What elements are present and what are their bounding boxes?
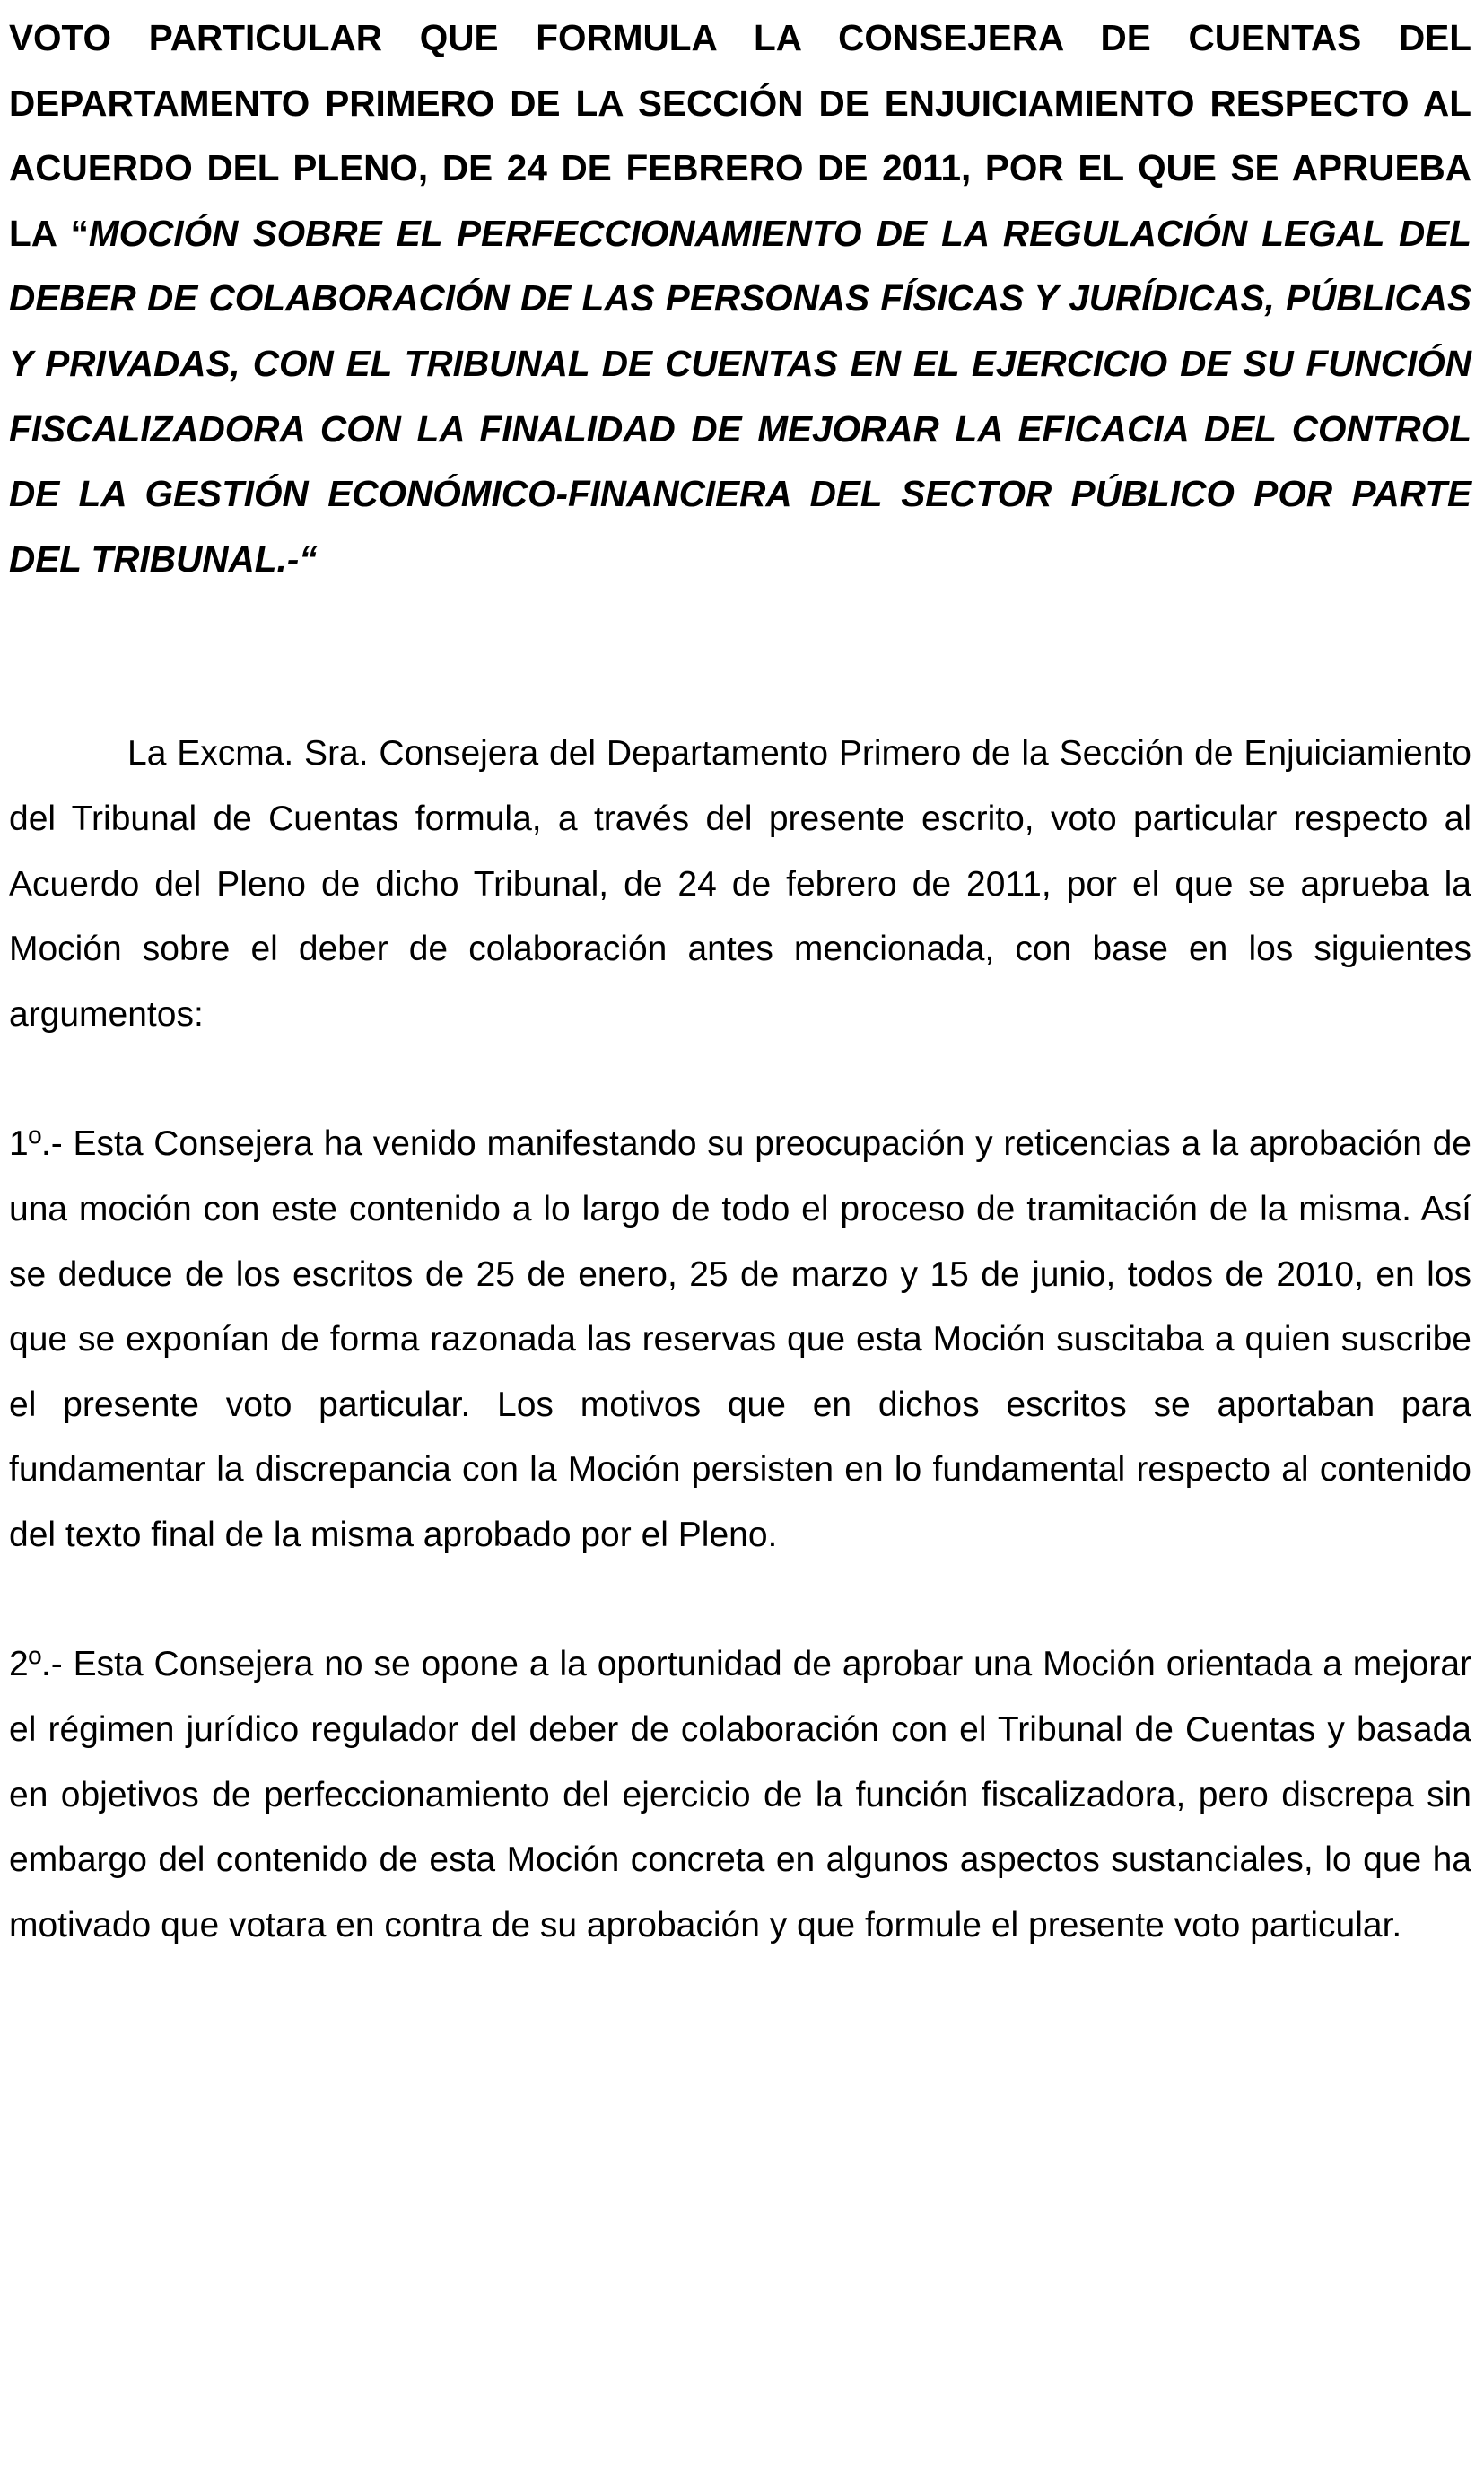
document-page bbox=[9, 0, 1471, 1958]
paragraph-intro: La Excma. Sra. Consejera del Departamento Primero de la Sección de Enjuiciamiento del Tribunal de Cuentas formula, a través del presente escrito, voto particular respecto al Acuerdo del Pleno de dicho Tribunal, de 24 de febrero de 2011, por el que se aprueba la Moción sobre el deber de colaboración antes mencionada, con base en los siguientes argumentos: bbox=[9, 734, 1471, 1034]
title-upright-text: VOTO PARTICULAR QUE FORMULA LA CONSEJERA DE CUENTAS DEL DEPARTAMENTO PRIMERO DE LA SECCIÓN DE ENJUICIAMIENTO RESPECTO AL ACUERDO DEL PLENO, DE 24 DE FEBRERO DE 2011, POR EL QUE SE APRUEBA LA “ bbox=[9, 17, 1471, 254]
title-italic-text: MOCIÓN SOBRE EL PERFECCIONAMIENTO DE LA REGULACIÓN LEGAL DEL DEBER DE COLABORACIÓN DE LAS PERSONAS FÍSICAS Y JURÍDICAS, PÚBLICAS Y PRIVADAS, CON EL TRIBUNAL DE CUENTAS EN EL EJERCICIO DE SU FUNCIÓN FISCALIZADORA CON LA FINALIDAD DE MEJORAR LA EFICACIA DEL CONTROL DE LA GESTIÓN ECONÓMICO-FINANCIERA DEL SECTOR PÚBLICO POR PARTE DEL TRIBUNAL.-“ bbox=[9, 212, 1471, 580]
document-title bbox=[9, 0, 1471, 591]
paragraph-point-1: 1º.- Esta Consejera ha venido manifestando su preocupación y reticencias a la aprobación de una moción con este contenido a lo largo de todo el proceso de tramitación de la misma. Así se deduce de los escritos de 25 de enero, 25 de marzo y 15 de junio, todos de 2010, en los que se exponían de forma razonada las reservas que esta Moción suscitaba a quien suscribe el presente voto particular. Los motivos que en dichos escritos se aportaban para fundamentar la discrepancia con la Moción persisten en lo fundamental respecto al contenido del texto final de la misma aprobado por el Pleno. bbox=[9, 1124, 1471, 1554]
paragraph-point-2: 2º.- Esta Consejera no se opone a la oportunidad de aprobar una Moción orientada a mejorar el régimen jurídico regulador del deber de colaboración con el Tribunal de Cuentas y basada en objetivos de perfeccionamiento del ejercicio de la función fiscalizadora, pero discrepa sin embargo del contenido de esta Moción concreta en algunos aspectos sustanciales, lo que ha motivado que votara en contra de su aprobación y que formule el presente voto particular. bbox=[9, 1645, 1471, 1945]
